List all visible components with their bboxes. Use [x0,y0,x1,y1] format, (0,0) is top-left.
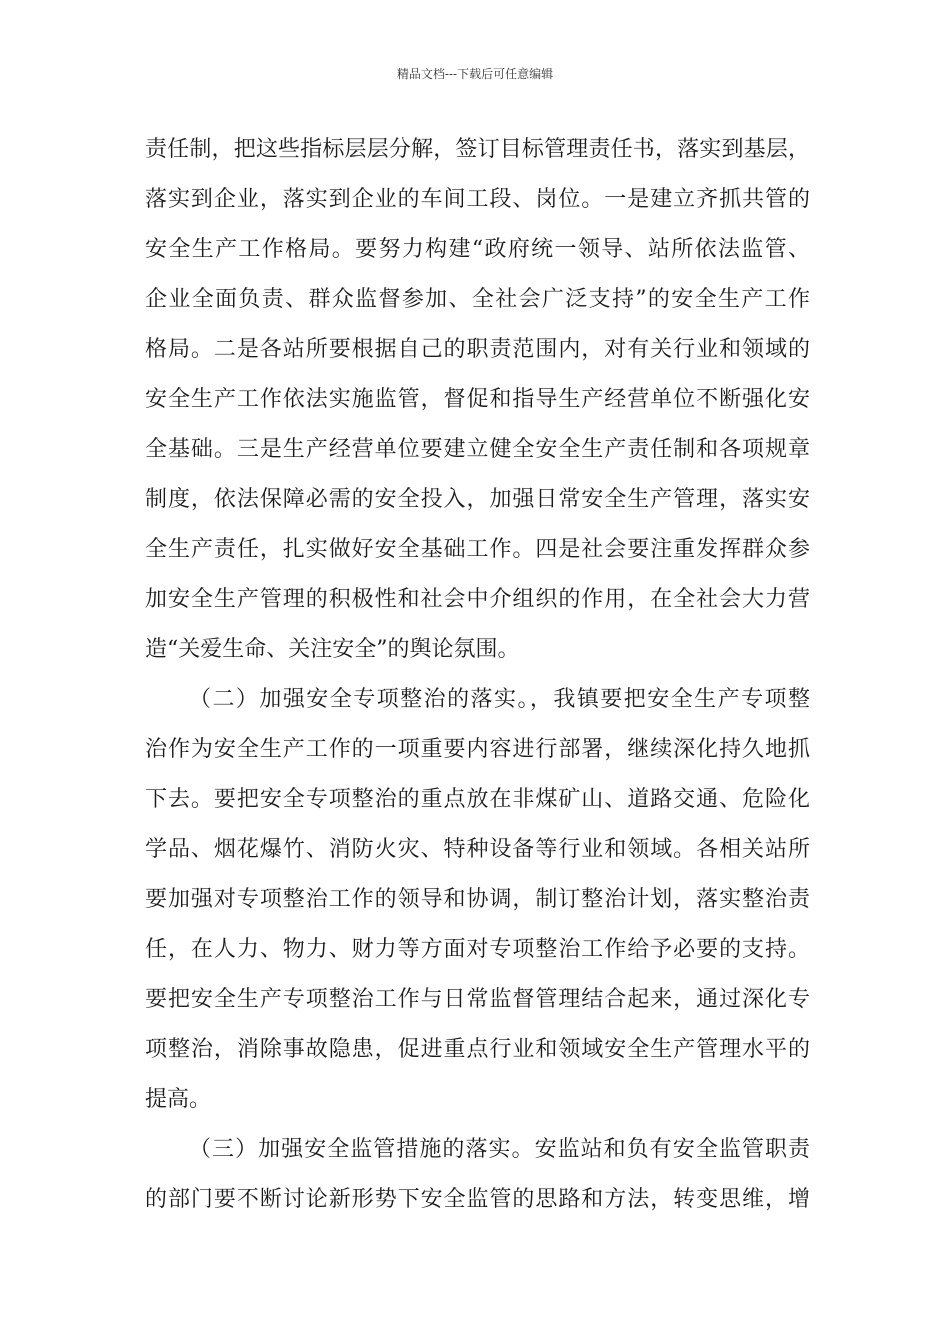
body-line: 下去。要把安全专项整治的重点放在非煤矿山、道路交通、危险化 [145,787,810,812]
body-line: 格局。二是各站所要根据自己的职责范围内，对有关行业和领域的 [145,337,810,362]
page-header: 精品文档---下载后可任意编辑 [396,67,554,81]
body-line: 造“关爱生命、关注安全”的舆论氛围。 [145,637,520,662]
body-line: 要把安全生产专项整治工作与日常监督管理结合起来，通过深化专 [145,987,810,1012]
body-line: 全生产责任，扎实做好安全基础工作。四是社会要注重发挥群众参 [145,537,810,562]
body-line: 责任制，把这些指标层层分解，签订目标管理责任书，落实到基层， [145,137,810,162]
body-line: 制度，依法保障必需的安全投入，加强日常安全生产管理，落实安 [145,487,810,512]
body-line: 全基础。三是生产经营单位要建立健全安全生产责任制和各项规章 [145,437,810,462]
body-line: 加安全生产管理的积极性和社会中介组织的作用，在全社会大力营 [145,587,810,612]
body-line: 项整治，消除事故隐患，促进重点行业和领域安全生产管理水平的 [145,1037,810,1062]
body-line: 落实到企业，落实到企业的车间工段、岗位。一是建立齐抓共管的 [145,187,810,212]
paragraph-first-line: （二）加强安全专项整治的落实。，我镇要把安全生产专项整 [189,687,810,712]
body-line: 企业全面负责、群众监督参加、全社会广泛支持”的安全生产工作 [145,287,810,312]
body-line: 学品、烟花爆竹、消防火灾、特种设备等行业和领域。各相关站所 [145,837,810,862]
body-line: 安全生产工作依法实施监管，督促和指导生产经营单位不断强化安 [145,387,810,412]
paragraph-first-line: （三）加强安全监管措施的落实。安监站和负有安全监管职责 [189,1137,810,1162]
body-line: 要加强对专项整治工作的领导和协调，制订整治计划，落实整治责 [145,887,810,912]
body-line: 安全生产工作格局。要努力构建“政府统一领导、站所依法监管、 [145,237,810,262]
body-line: 治作为安全生产工作的一项重要内容进行部署，继续深化持久地抓 [145,737,810,762]
body-line: 提高。 [145,1087,212,1112]
body-line: 任，在人力、物力、财力等方面对专项整治工作给予必要的支持。 [145,937,810,962]
body-line: 的部门要不断讨论新形势下安全监管的思路和方法，转变思维，增 [145,1187,810,1212]
